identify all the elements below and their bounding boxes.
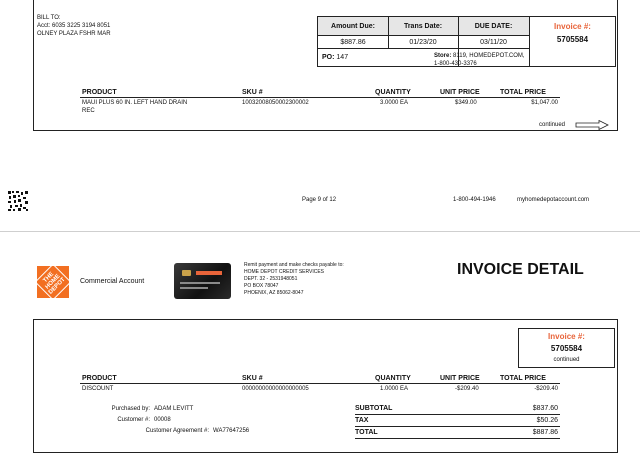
col-unit-price-header: UNIT PRICE bbox=[440, 89, 480, 96]
totals-divider-3 bbox=[355, 438, 560, 439]
col-product-header-2: PRODUCT bbox=[82, 375, 117, 382]
line-quantity: 3.0000 EA bbox=[380, 100, 409, 106]
remit-line-1: Remit payment and make checks payable to: bbox=[244, 262, 344, 268]
line-unit-price-2: -$209.40 bbox=[455, 386, 479, 392]
header-underline-2 bbox=[80, 383, 560, 384]
col-total-price-header-2: TOTAL PRICE bbox=[500, 375, 546, 382]
total-label: TOTAL bbox=[355, 429, 378, 436]
purchased-by-value: ADAM LEVITT bbox=[154, 406, 194, 412]
summary-row-divider bbox=[318, 35, 529, 36]
due-date-label: DUE DATE: bbox=[474, 23, 513, 30]
trans-date-label: Trans Date: bbox=[403, 23, 443, 30]
trans-date-value: 01/23/20 bbox=[409, 39, 437, 46]
card-chip bbox=[182, 270, 191, 276]
invoice-number: 5705584 bbox=[556, 35, 589, 44]
line-unit-price: $349.00 bbox=[455, 100, 477, 106]
header-underline bbox=[80, 97, 560, 98]
amount-summary-box bbox=[317, 16, 616, 67]
col-product-header: PRODUCT bbox=[82, 89, 117, 96]
invoice-continued: continued bbox=[553, 357, 580, 363]
customer-agreement-value: WA77647256 bbox=[213, 428, 250, 434]
customer-number-value: 00008 bbox=[154, 417, 171, 423]
card-number-line bbox=[180, 282, 220, 284]
home-depot-logo bbox=[37, 266, 69, 298]
po-label: PO: bbox=[322, 54, 335, 61]
customer-line: OLNEY PLAZA FSHR MAR bbox=[37, 31, 111, 37]
page-separator bbox=[0, 231, 640, 232]
col-unit-price-header-2: UNIT PRICE bbox=[440, 375, 480, 382]
bill-to-label: BILL TO: bbox=[37, 15, 61, 21]
tax-label: TAX bbox=[355, 417, 369, 424]
amount-due-label: Amount Due: bbox=[331, 23, 375, 30]
invoice-label: Invoice #: bbox=[554, 22, 591, 31]
continued-arrow-icon bbox=[575, 120, 609, 130]
invoice-number-box bbox=[518, 328, 615, 368]
store-label: Store: bbox=[434, 53, 452, 59]
credit-card-image bbox=[174, 263, 231, 299]
po-value: 147 bbox=[336, 54, 349, 61]
subtotal-value: $837.60 bbox=[532, 405, 558, 412]
total-value: $887.86 bbox=[532, 429, 558, 436]
invoice-number-2: 5705584 bbox=[550, 344, 583, 353]
remit-line-5: PHOENIX, AZ 85062-8047 bbox=[244, 290, 304, 296]
line-quantity-2: 1.0000 EA bbox=[380, 386, 409, 392]
line-sku: 10032008050002300002 bbox=[242, 100, 309, 106]
store-phone: 1-800-430-3376 bbox=[434, 61, 477, 67]
due-date-value: 03/11/20 bbox=[480, 39, 507, 46]
purchased-by-label: Purchased by: bbox=[111, 406, 150, 412]
customer-agreement-label: Customer Agreement #: bbox=[145, 428, 209, 434]
footer-phone: 1-800-494-1946 bbox=[453, 197, 496, 203]
col-sku-header-2: SKU # bbox=[242, 375, 263, 382]
line-product-cont: REC bbox=[82, 108, 95, 114]
invoice-detail-heading: INVOICE DETAIL bbox=[457, 261, 584, 278]
line-product: MAUI PLUS 60 IN. LEFT HAND DRAIN bbox=[82, 100, 188, 106]
col-quantity-header: QUANTITY bbox=[375, 89, 411, 96]
line-total-price: $1,047.00 bbox=[531, 100, 558, 106]
customer-number-label: Customer #: bbox=[117, 417, 150, 423]
totals-divider-2 bbox=[355, 426, 560, 427]
continued-label: continued bbox=[539, 122, 566, 128]
card-name-line bbox=[180, 287, 208, 289]
store-value: 8119, HOMEDEPOT.COM, bbox=[453, 53, 525, 59]
logo-text: THE HOME DEPOT bbox=[35, 264, 72, 301]
account-line: Acct: 6035 3225 3194 8051 bbox=[37, 23, 111, 29]
amount-due-value: $887.86 bbox=[340, 39, 366, 46]
remit-line-3: DEPT. 32 - 2531948051 bbox=[244, 276, 298, 282]
col-total-price-header: TOTAL PRICE bbox=[500, 89, 546, 96]
remit-line-4: PO BOX 78047 bbox=[244, 283, 279, 289]
card-logo-stripe bbox=[196, 271, 222, 275]
col-quantity-header-2: QUANTITY bbox=[375, 375, 411, 382]
summary-row-divider-2 bbox=[318, 48, 529, 49]
tax-value: $50.26 bbox=[536, 417, 558, 424]
line-sku-2: 00000000000000000005 bbox=[242, 386, 309, 392]
subtotal-label: SUBTOTAL bbox=[355, 405, 393, 412]
footer-website: myhomedepotaccount.com bbox=[517, 197, 590, 203]
totals-divider bbox=[355, 414, 560, 415]
remit-line-2: HOME DEPOT CREDIT SERVICES bbox=[244, 269, 325, 275]
po-field bbox=[322, 53, 348, 62]
col-sku-header: SKU # bbox=[242, 89, 263, 96]
barcode-icon bbox=[7, 190, 29, 212]
invoice-label-2: Invoice #: bbox=[548, 332, 585, 341]
commercial-account-label: Commercial Account bbox=[80, 278, 145, 285]
store-field bbox=[434, 52, 525, 60]
page-number: Page 9 of 12 bbox=[302, 197, 337, 203]
line-product-2: DISCOUNT bbox=[82, 386, 114, 392]
line-total-price-2: -$209.40 bbox=[534, 386, 558, 392]
